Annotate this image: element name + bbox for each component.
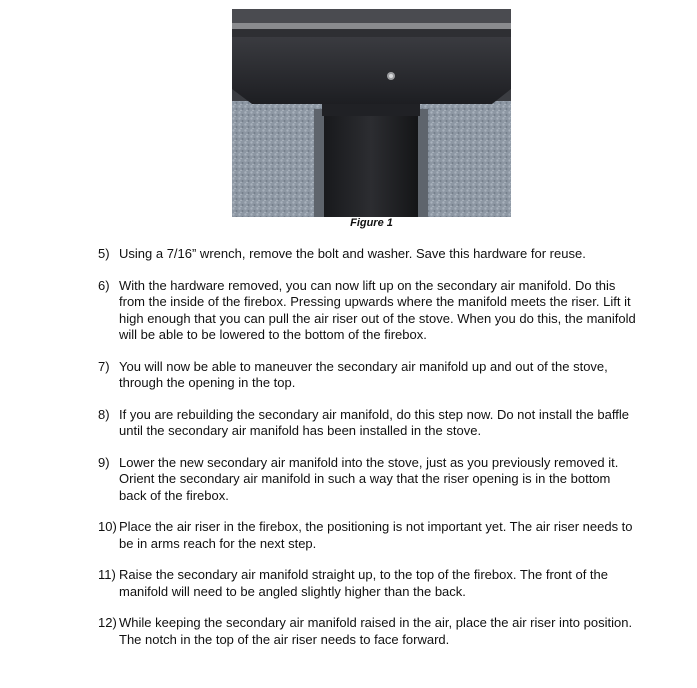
list-item — [98, 519, 638, 552]
list-item — [98, 567, 638, 600]
list-item — [98, 246, 638, 263]
step-number: 12) — [98, 615, 117, 630]
list-item — [98, 359, 638, 392]
step-text: Raise the secondary air manifold straight up, to the top of the firebox. The front of the manifold will need to be angled slightly higher than the back. — [119, 567, 608, 599]
step-text: Lower the new secondary air manifold into the stove, just as you previously removed it. Orient the secondary air manifold in such a way that the riser opening is in the bottom back of the firebox. — [119, 454, 619, 503]
figure-photo — [232, 9, 511, 217]
step-number: 7) — [98, 358, 110, 374]
step-text: With the hardware removed, you can now lift up on the secondary air manifold. Do this from the inside of the firebox. Pressing upwards where the manifold meets the riser. Lift it high enough that you can pull the air riser out of the stove. When you do this, the manifold will be able to be lowered to the bottom of the firebox. — [119, 277, 636, 342]
list-item — [98, 278, 638, 344]
step-number: 11) — [98, 567, 116, 582]
step-number: 6) — [98, 277, 110, 293]
step-number: 9) — [98, 454, 110, 470]
instruction-list — [98, 246, 638, 663]
step-number: 5) — [98, 246, 110, 261]
step-text: You will now be able to maneuver the secondary air manifold up and out of the stove, through the opening in the top. — [119, 358, 608, 390]
step-number: 10) — [98, 519, 117, 534]
step-text: Using a 7/16” wrench, remove the bolt and washer. Save this hardware for reuse. — [119, 246, 586, 261]
list-item — [98, 615, 638, 648]
figure-caption: Figure 1 — [350, 217, 393, 229]
step-text: Place the air riser in the firebox, the positioning is not important yet. The air riser needs to be in arms reach for the next step. — [119, 519, 633, 551]
list-item — [98, 455, 638, 505]
step-number: 8) — [98, 406, 110, 422]
step-text: While keeping the secondary air manifold raised in the air, place the air riser into position. The notch in the top of the air riser needs to face forward. — [119, 615, 633, 647]
step-text: If you are rebuilding the secondary air manifold, do this step now. Do not install the baffle until the secondary air manifold has been installed in the stove. — [119, 406, 629, 438]
list-item — [98, 407, 638, 440]
